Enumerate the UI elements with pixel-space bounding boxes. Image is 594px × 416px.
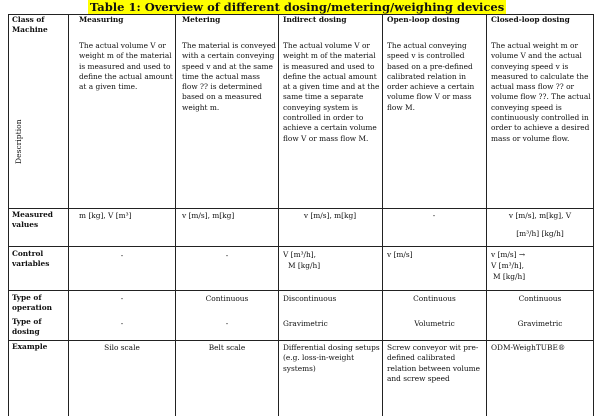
header-closed-loop-dosing: Closed-loop dosing <box>491 15 570 24</box>
type-of-dosing-label: Type of dosing <box>12 317 42 337</box>
overview-table <box>0 14 594 416</box>
dosing-closed-loop-dosing: Gravimetric <box>517 319 563 328</box>
column-divider <box>278 14 279 416</box>
header-measuring: Measuring <box>79 15 124 24</box>
description-closed-loop-dosing: The actual weight m or volume V and the actual conveying speed v is measured to calculate the actual mass flow ?? or volume flow ??. The actual conveying speed is continuously controlled in order to achieve a desired mass or volume flow. <box>491 41 591 143</box>
dosing-measuring: - <box>120 319 124 328</box>
example-closed-loop-dosing: ODM-WeighTUBE® <box>491 343 566 352</box>
table-title: Table 1: Overview of different dosing/metering/weighing devices <box>89 0 505 14</box>
example-open-loop-dosing: Screw conveyor wit pre-defined calibrated relation between volume and screw speed <box>387 343 480 383</box>
description-indirect-dosing: The actual volume V or weight m of the material is measured and used to define the actual amount at a given time and at the same time a separate conveying system is controlled in order to achieve a certain volume flow V or mass flow M. <box>283 41 380 143</box>
description-open-loop-dosing: The actual conveying speed v is controlled based on a pre-defined calibrated relation in order achieve a certain volume flow V or mass flow M. <box>387 41 475 112</box>
measured-measuring: m [kg], V [m³] <box>79 211 132 220</box>
type-of-operation-label: Type of operation <box>12 293 53 313</box>
row-divider <box>8 340 594 341</box>
column-divider <box>382 14 383 416</box>
header-class-of-machine: Class of Machine <box>12 15 48 35</box>
control-measuring: - <box>120 251 124 260</box>
measured-indirect-dosing: v [m/s], m[kg] <box>303 211 357 220</box>
column-divider <box>68 14 69 416</box>
control-closed-loop-dosing-3: M [kg/h] <box>493 272 526 281</box>
dosing-open-loop-dosing: Volumetric <box>414 319 455 328</box>
row-divider <box>8 290 594 291</box>
control-indirect-dosing-1: V [m³/h], <box>283 250 317 259</box>
measured-metering: v [m/s], m[kg] <box>182 211 235 220</box>
column-divider <box>8 14 9 416</box>
example-measuring: Silo scale <box>104 343 140 352</box>
operation-measuring: - <box>120 294 124 303</box>
measured-values-label: Measured values <box>12 210 53 230</box>
header-metering: Metering <box>182 15 221 24</box>
column-divider <box>486 14 487 416</box>
measured-closed-loop-dosing-2: [m³/h] [kg/h] <box>516 229 564 238</box>
control-variables-label: Control variables <box>12 249 50 269</box>
dosing-metering: - <box>225 319 229 328</box>
description-label: Description <box>14 119 23 164</box>
description-metering: The material is conveyed with a certain conveying speed v and at the same time the actual mass flow ?? is determined based on a measured weight m. <box>182 41 276 112</box>
header-indirect-dosing: Indirect dosing <box>283 15 347 24</box>
example-indirect-dosing: Differential dosing setups (e.g. loss-in-weight systems) <box>283 343 380 373</box>
measured-closed-loop-dosing-1: v [m/s], m[kg], V <box>508 211 572 220</box>
control-closed-loop-dosing-1: v [m/s] → <box>491 250 526 259</box>
control-metering: - <box>225 251 229 260</box>
row-divider <box>8 208 594 209</box>
row-divider <box>8 246 594 247</box>
control-closed-loop-dosing-2: V [m³/h], <box>491 261 525 270</box>
header-open-loop-dosing: Open-loop dosing <box>387 15 460 24</box>
description-measuring: The actual volume V or weight m of the material is measured and used to define the actual amount at a given time. <box>79 41 173 92</box>
operation-closed-loop-dosing: Continuous <box>518 294 562 303</box>
operation-indirect-dosing: Discontinuous <box>283 294 337 303</box>
example-metering: Belt scale <box>208 343 246 352</box>
control-open-loop-dosing: v [m/s] <box>387 250 413 259</box>
operation-open-loop-dosing: Continuous <box>413 294 456 303</box>
control-indirect-dosing-2: M [kg/h] <box>288 261 321 270</box>
operation-metering: Continuous <box>205 294 249 303</box>
measured-open-loop-dosing: - <box>432 211 436 220</box>
dosing-indirect-dosing: Gravimetric <box>283 319 328 328</box>
column-divider <box>175 14 176 416</box>
example-label: Example <box>12 342 48 351</box>
